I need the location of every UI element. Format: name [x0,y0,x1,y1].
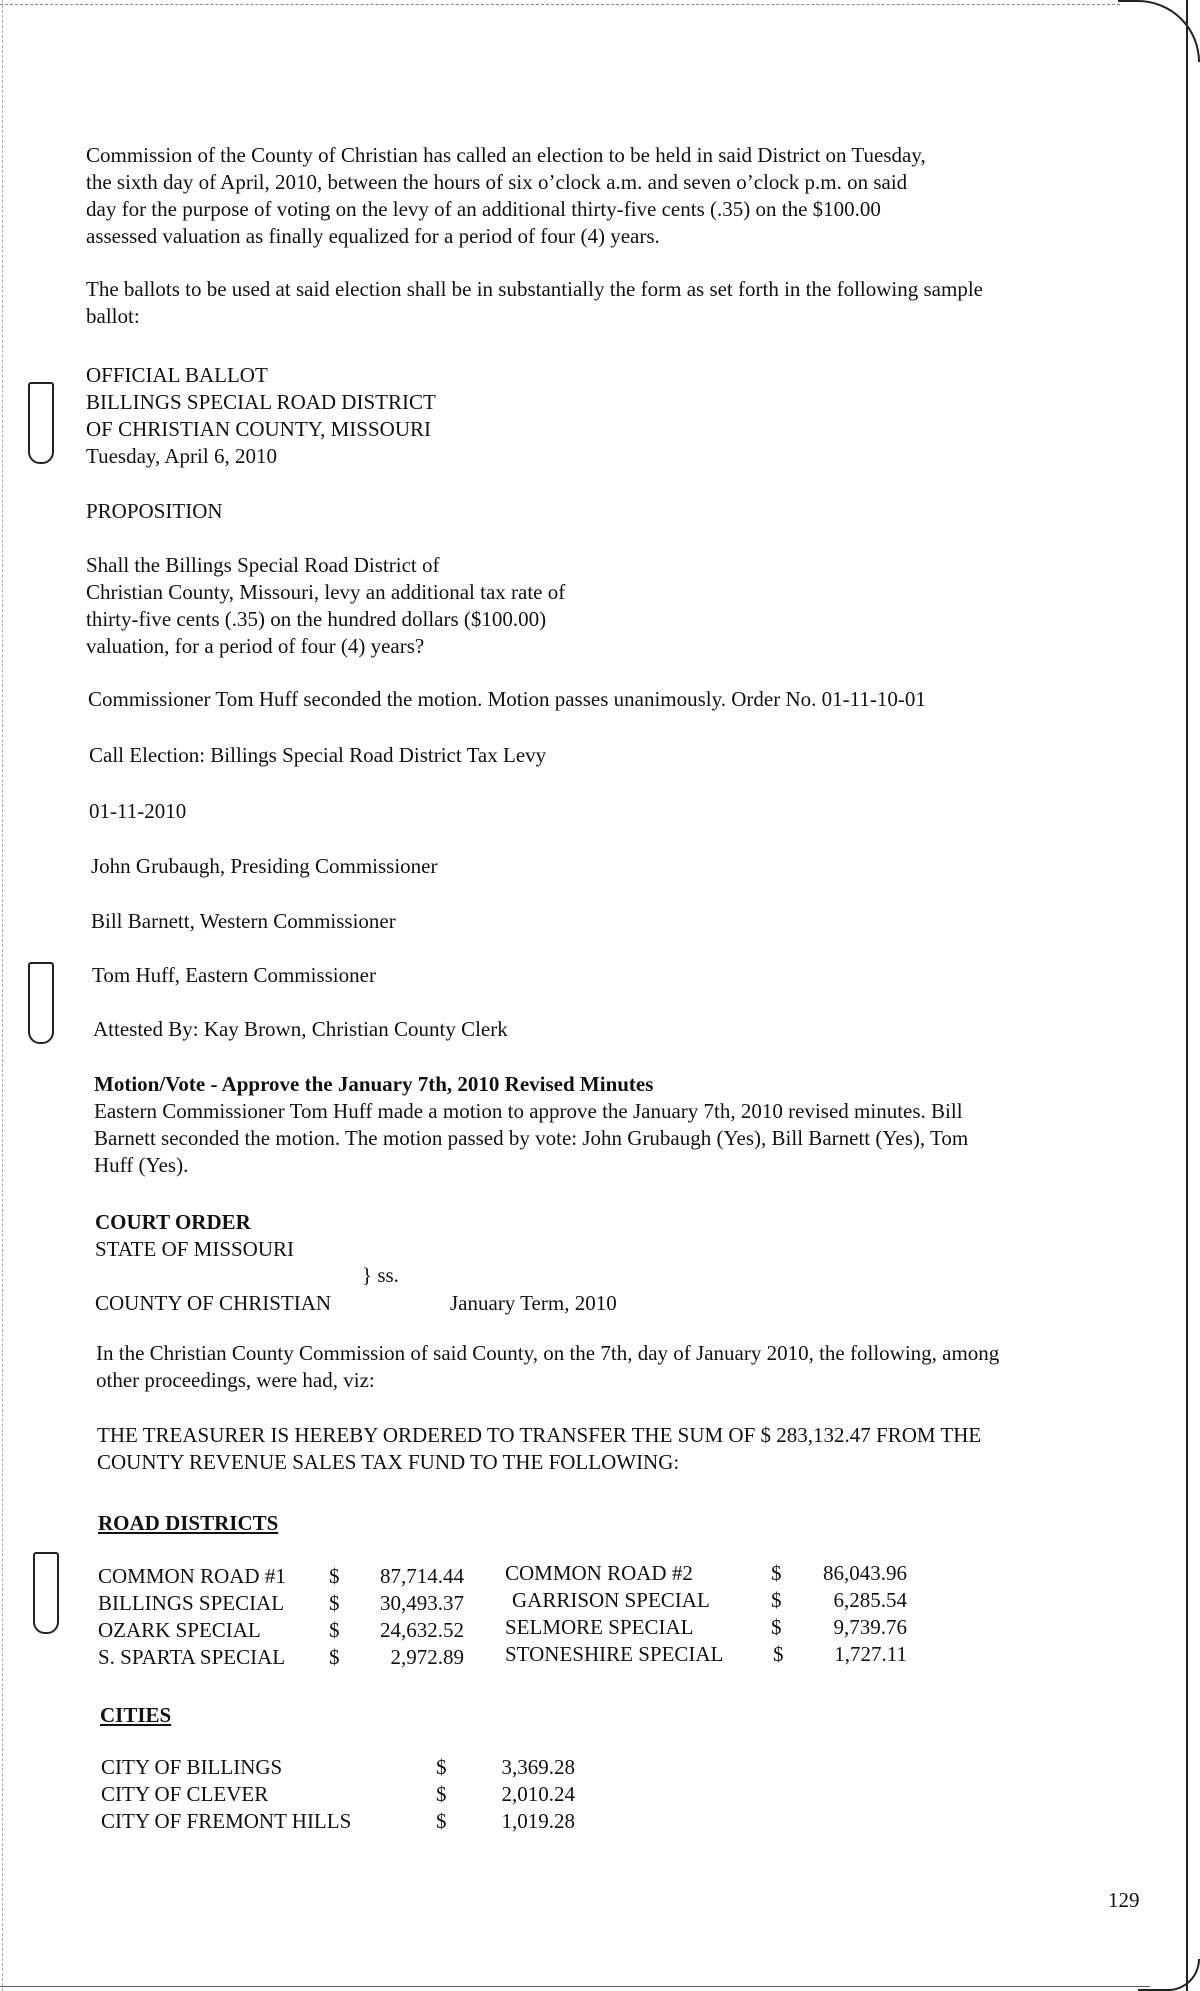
court-order-header [95,1209,294,1263]
proposition-heading: PROPOSITION [86,499,223,523]
motion-vote-section [94,1071,968,1179]
attested-by: Attested By: Kay Brown, Christian County Clerk [93,1017,508,1041]
signature-eastern: Tom Huff, Eastern Commissioner [92,963,376,987]
road-district-amount: 9,739.76 [833,1615,907,1639]
city-amount: 1,019.28 [501,1809,575,1833]
scan-top-edge [0,4,1120,6]
proceedings-paragraph [96,1340,999,1394]
ballots-line: ballot: [86,304,140,328]
city-name: CITY OF CLEVER [101,1782,269,1806]
city-amount: 2,010.24 [501,1782,575,1806]
road-district-amount: 24,632.52 [380,1618,464,1642]
road-district-currency: $ [771,1615,782,1639]
state-of-missouri: STATE OF MISSOURI [95,1237,295,1261]
proposition-line: thirty-five cents (.35) on the hundred dollars ($100.00) [86,607,547,631]
road-district-amount: 2,972.89 [390,1645,464,1669]
proposition-line: Shall the Billings Special Road District of [86,553,440,577]
treasurer-order-line: COUNTY REVENUE SALES TAX FUND TO THE FOLLOWING: [97,1450,680,1474]
road-district-currency: $ [329,1564,340,1588]
road-district-amount: 30,493.37 [380,1591,464,1615]
treasurer-order-line: THE TREASURER IS HEREBY ORDERED TO TRANSFER THE SUM OF $ 283,132.47 FROM THE [97,1423,982,1447]
proposition-line: valuation, for a period of four (4) years? [86,634,425,658]
ss-bracket: } ss. [362,1263,399,1287]
road-district-currency: $ [773,1642,784,1666]
scan-bottom-edge [0,1986,1150,1987]
motion-vote-line: Barnett seconded the motion. The motion passed by vote: John Grubaugh (Yes), Bill Barnett (Yes), Tom [94,1126,969,1150]
motion-vote-heading: Motion/Vote - Approve the January 7th, 2010 Revised Minutes [94,1072,654,1096]
proposition-text [86,552,565,660]
road-district-amount: 1,727.11 [834,1642,907,1666]
motion-vote-line: Eastern Commissioner Tom Huff made a motion to approve the January 7th, 2010 revised minutes. Bill [94,1099,963,1123]
intro-paragraph [86,142,926,250]
road-district-amount: 87,714.44 [380,1564,464,1588]
road-district-name: BILLINGS SPECIAL [98,1591,285,1615]
road-district-currency: $ [329,1591,340,1615]
ballot-date: Tuesday, April 6, 2010 [86,444,277,468]
road-districts-heading: ROAD DISTRICTS [98,1511,279,1535]
signature-presiding: John Grubaugh, Presiding Commissioner [91,854,438,878]
january-term: January Term, 2010 [450,1291,617,1315]
road-district-currency: $ [771,1561,782,1585]
binder-hole-middle [28,962,54,1044]
road-district-name: S. SPARTA SPECIAL [98,1645,286,1669]
ballots-paragraph [86,276,983,330]
road-district-currency: $ [329,1645,340,1669]
road-district-amount: 86,043.96 [823,1561,907,1585]
city-amount: 3,369.28 [501,1755,575,1779]
signature-western: Bill Barnett, Western Commissioner [91,909,396,933]
road-district-name: COMMON ROAD #1 [98,1564,286,1588]
ballot-header [86,362,436,470]
motion-vote-line: Huff (Yes). [94,1153,189,1177]
cities-heading: CITIES [100,1703,172,1727]
ballot-district: BILLINGS SPECIAL ROAD DISTRICT [86,390,436,414]
call-election: Call Election: Billings Special Road District Tax Levy [89,743,547,767]
motion-seconded: Commissioner Tom Huff seconded the motion. Motion passes unanimously. Order No. 01-11-10-01 [88,687,926,711]
city-currency: $ [436,1755,447,1779]
road-district-name: SELMORE SPECIAL [505,1615,694,1639]
order-date: 01-11-2010 [89,799,187,823]
scan-right-edge [1186,0,1188,1991]
treasurer-order [97,1422,981,1476]
road-district-currency: $ [771,1588,782,1612]
city-name: CITY OF BILLINGS [101,1755,283,1779]
scan-left-edge [2,0,4,1991]
road-district-name: STONESHIRE SPECIAL [505,1642,724,1666]
city-name: CITY OF FREMONT HILLS [101,1809,352,1833]
binder-hole-bottom [33,1552,59,1634]
road-district-name: GARRISON SPECIAL [512,1588,710,1612]
page-number: 129 [1108,1888,1140,1912]
intro-line: assessed valuation as finally equalized for a period of four (4) years. [86,224,660,248]
proposition-line: Christian County, Missouri, levy an additional tax rate of [86,580,566,604]
intro-line: the sixth day of April, 2010, between the hours of six o’clock a.m. and seven o’clock p.m. on said [86,170,908,194]
proceedings-line: other proceedings, were had, viz: [96,1368,375,1392]
ballots-line: The ballots to be used at said election shall be in substantially the form as set forth in the following sample [86,277,983,301]
intro-line: Commission of the County of Christian has called an election to be held in said District on Tuesday, [86,143,926,167]
city-currency: $ [436,1782,447,1806]
city-currency: $ [436,1809,447,1833]
intro-line: day for the purpose of voting on the levy of an additional thirty-five cents (.35) on the $100.00 [86,197,881,221]
road-district-currency: $ [329,1618,340,1642]
road-district-amount: 6,285.54 [833,1588,907,1612]
county-of-christian: COUNTY OF CHRISTIAN [95,1291,332,1315]
road-district-name: COMMON ROAD #2 [505,1561,693,1585]
ballot-county: OF CHRISTIAN COUNTY, MISSOURI [86,417,431,441]
court-order-heading: COURT ORDER [95,1210,251,1234]
road-district-name: OZARK SPECIAL [98,1618,261,1642]
binder-hole-top [28,382,54,464]
ballot-title: OFFICIAL BALLOT [86,363,268,387]
proceedings-line: In the Christian County Commission of said County, on the 7th, day of January 2010, the following, among [96,1341,1000,1365]
